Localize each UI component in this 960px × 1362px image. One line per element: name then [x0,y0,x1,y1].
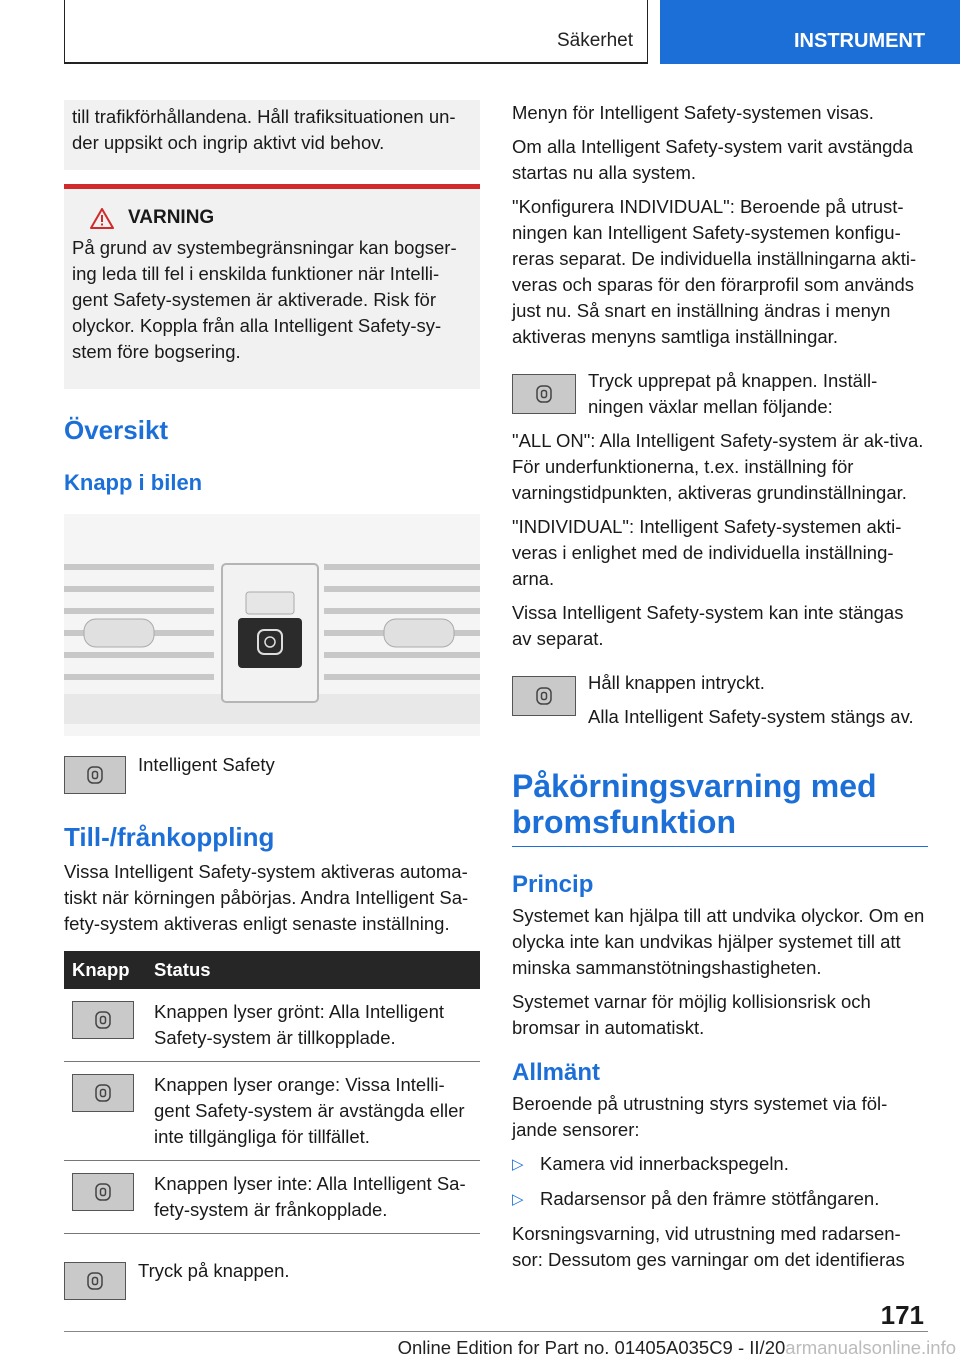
watermark-text: armanualsonline.info [785,1337,956,1358]
page-number: 171 [880,1300,924,1330]
heading-toggle: Till-/frånkoppling [64,822,275,852]
left-column [64,100,480,496]
warning-box [64,184,480,389]
press-button-icon [64,1262,126,1300]
heading-general: Allmänt [512,1059,601,1086]
heading-collision-warning: Påkörningsvarning med bromsfunktion [512,768,877,840]
general-text-2: Korsningsvarning, vid utrustning med radarsen-sor: Dessutom ges varningar om det identifieras [512,1223,905,1270]
warning-triangle-icon [90,208,114,229]
list-item [512,1186,928,1213]
button-orange-icon [72,1074,134,1112]
repeat-press-text: Tryck upprepat på knappen. Inställ-ningen växlar mellan följande: [588,370,878,417]
button-off-icon [72,1173,134,1211]
warning-text: På grund av systembegränsningar kan bogser-ing leda till fel i enskilda funktioner när Intelli-gent Safety-systemen är aktiverade. Risk för olyckor. Koppla från alla Intelligent Safety-sy-stem före bogsering. [72,237,457,362]
repeat-press-icon [512,374,576,414]
table-cell-status: Knappen lyser orange: Vissa Intelli-gent Safety-system är avstängda eller inte tillgängliga för tillfället. [146,1062,480,1161]
individual-text: "INDIVIDUAL": Intelligent Safety-systemen akti-veras i enlighet med de individuella inställning-arna. [512,516,902,589]
heading-overview: Översikt [64,415,169,445]
table-cell-status: Knappen lyser grönt: Alla Intelligent Safety-system är tillkopplade. [146,989,480,1062]
heading-principle: Princip [512,871,594,898]
icon-caption: Intelligent Safety [138,754,275,775]
principle-text-1: Systemet kan hjälpa till att undvika olyckor. Om en olycka inte kan undvikas hjälper systemet till att minska sammanstötningshastigheten. [512,905,925,978]
intelligent-safety-button-icon [64,756,126,794]
intro-box [64,100,480,170]
edition-text: Online Edition for Part no. 01405A035C9 - II/20 [397,1337,786,1358]
button-photo [64,514,480,736]
bullet-triangle-icon: ▷ [512,1156,524,1173]
header-section-label: Säkerhet [556,30,633,51]
hold-button-icon [512,676,576,716]
all-off-text: Alla Intelligent Safety-system stängs av. [588,706,914,727]
header-section-tab [64,0,648,64]
header-chapter-tab: INSTRUMENT [660,0,960,64]
cannot-disable-text: Vissa Intelligent Safety-system kan inte stängas av separat. [512,602,904,649]
list-item [512,1151,928,1178]
press-text: Tryck på knappen. [138,1260,290,1281]
hold-text: Håll knappen intryckt. [588,672,765,693]
warning-title: VARNING [128,207,215,228]
principle-text-2: Systemet varnar för möjlig kollisionsrisk och bromsar in automatiskt. [512,991,871,1038]
footer [0,1337,960,1359]
bullet-triangle-icon: ▷ [512,1191,524,1208]
left-column-lower [64,752,480,1300]
footer-divider [64,1331,928,1332]
table-cell-status: Knappen lyser inte: Alla Intelligent Sa-fety-system är frånkopplade. [146,1161,480,1234]
configure-individual-text: "Konfigurera INDIVIDUAL": Beroende på utrust-ningen kan Intelligent Safety-systemen konfigu-reras separat. De individuella inställningarna akti-veras och sparas för den förarprofil som används just nu. Så snart en inställning ändras i menyn aktiveras menyns samtliga inställningar. [512,196,917,347]
table-row [64,989,480,1062]
table-header-status: Status [146,951,480,989]
table-row [64,1161,480,1234]
right-column [512,100,928,1281]
general-text-1: Beroende på utrustning styrs systemet via föl-jande sensorer: [512,1093,888,1140]
table-row [64,1062,480,1161]
intro-text: till trafikförhållandena. Håll trafiksituationen un-der uppsikt och ingrip aktivt vid behov. [72,106,456,153]
heading-button-in-car: Knapp i bilen [64,470,203,495]
list-item-text: Radarsensor på den främre stötfångaren. [540,1188,880,1209]
toggle-text: Vissa Intelligent Safety-system aktiveras automa-tiskt när körningen påbörjas. Andra Intelligent Sa-fety-system aktiveras enligt senaste inställning. [64,861,469,934]
button-green-icon [72,1001,134,1039]
table-header-button: Knapp [64,951,146,989]
all-started-text: Om alla Intelligent Safety-system varit avstängda startas nu alla system. [512,136,914,183]
all-on-text: "ALL ON": Alla Intelligent Safety-system är ak-tiva. För underfunktionerna, t.ex. inställning för varningstidpunkten, aktiveras grundinställningar. [512,430,924,503]
status-table [64,951,480,1234]
list-item-text: Kamera vid innerbackspegeln. [540,1153,789,1174]
menu-shown-text: Menyn för Intelligent Safety-systemen visas. [512,102,874,123]
